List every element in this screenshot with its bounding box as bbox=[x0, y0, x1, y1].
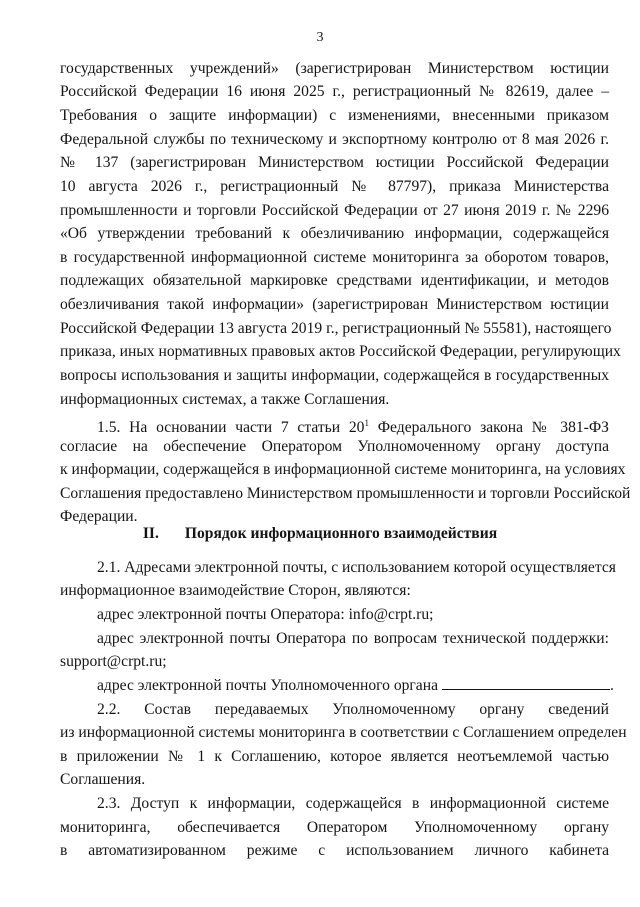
clause-text: 1.5. На основании части 7 статьи 20 bbox=[97, 419, 365, 437]
text-line: к информации, содержащейся в информационной системе мониторинга, на условиях bbox=[60, 461, 626, 478]
text-line: адрес электронной почты Оператора по вопросам технической поддержки: bbox=[97, 630, 609, 647]
text-line: 10 августа 2026 г., регистрационный № 87797), приказа Министерства bbox=[60, 178, 609, 195]
text-line: из информационной системы мониторинга в соответствии с Соглашением определен bbox=[60, 724, 627, 741]
clause-1-5-first-line bbox=[97, 412, 609, 437]
text-line: Российской Федерации 13 августа 2019 г., регистрационный № 55581), настоящего bbox=[60, 320, 612, 337]
text-line: мониторинга, обеспечивается Оператором Уполномоченному органу bbox=[60, 819, 609, 836]
text-line: Соглашения. bbox=[60, 771, 146, 788]
text-line: Федеральной службы по техническому и экспортному контролю от 8 мая 2026 г. bbox=[60, 131, 609, 148]
superscript: 1 bbox=[364, 418, 369, 428]
text-line: подлежащих обязательной маркировке средствами идентификации, и методов bbox=[60, 272, 609, 289]
email-authority-line bbox=[97, 675, 614, 697]
blank-field bbox=[442, 675, 610, 690]
email-authority-label: адрес электронной почты Уполномоченного органа bbox=[97, 677, 438, 694]
text-line: вопросы использования и защиты информации, содержащейся в государственных bbox=[60, 367, 609, 384]
text-line: «Об утверждении требований к обезличиванию информации, содержащейся bbox=[60, 225, 609, 242]
text-line: согласие на обеспечение Оператором Уполномоченному органу доступа bbox=[60, 438, 609, 455]
text-line: 2.1. Адресами электронной почты, с использованием которой осуществляется bbox=[97, 559, 616, 576]
text-line: Соглашения предоставлено Министерством промышленности и торговли Российской bbox=[60, 485, 631, 502]
text-line: информационных системах, а также Соглашения. bbox=[60, 391, 390, 408]
text-line: в государственной информационной системе мониторинга за оборотом товаров, bbox=[60, 249, 609, 266]
text-line: Федерации. bbox=[60, 508, 138, 525]
text-line: в автоматизированном режиме с использованием личного кабинета bbox=[60, 842, 609, 859]
text-line: государственных учреждений» (зарегистрирован Министерством юстиции bbox=[60, 60, 609, 77]
text-line: № 137 (зарегистрирован Министерством юстиции Российской Федерации bbox=[60, 154, 609, 171]
email-operator-line: адрес электронной почты Оператора: info@crpt.ru; bbox=[97, 606, 434, 623]
text-line: в приложении № 1 к Соглашению, которое является неотъемлемой частью bbox=[60, 748, 609, 765]
clause-text: Федерального закона № 381-ФЗ bbox=[368, 419, 609, 437]
text-line: support@crpt.ru; bbox=[60, 653, 167, 670]
text-line: обезличивания такой информации» (зарегистрирован Министерством юстиции bbox=[60, 296, 609, 313]
text-line: приказа, иных нормативных правовых актов Российской Федерации, регулирующих bbox=[60, 343, 621, 360]
section-title: Порядок информационного взаимодействия bbox=[184, 525, 498, 542]
text-line: промышленности и торговли Российской Федерации от 27 июня 2019 г. № 2296 bbox=[60, 202, 609, 219]
section-number: II. bbox=[142, 525, 159, 542]
text-line: Требования о защите информации) с изменениями, внесенными приказом bbox=[60, 107, 609, 124]
text-line: информационное взаимодействие Сторон, являются: bbox=[60, 582, 411, 599]
text-line: Российской Федерации 16 июня 2025 г., регистрационный № 82619, далее – bbox=[60, 83, 609, 100]
text-line: 2.2. Состав передаваемых Уполномоченному органу сведений bbox=[97, 701, 609, 718]
page-number: 3 bbox=[316, 30, 324, 45]
punctuation: . bbox=[610, 677, 614, 694]
text-line: 2.3. Доступ к информации, содержащейся в информационной системе bbox=[97, 795, 609, 812]
section-heading bbox=[0, 523, 640, 545]
